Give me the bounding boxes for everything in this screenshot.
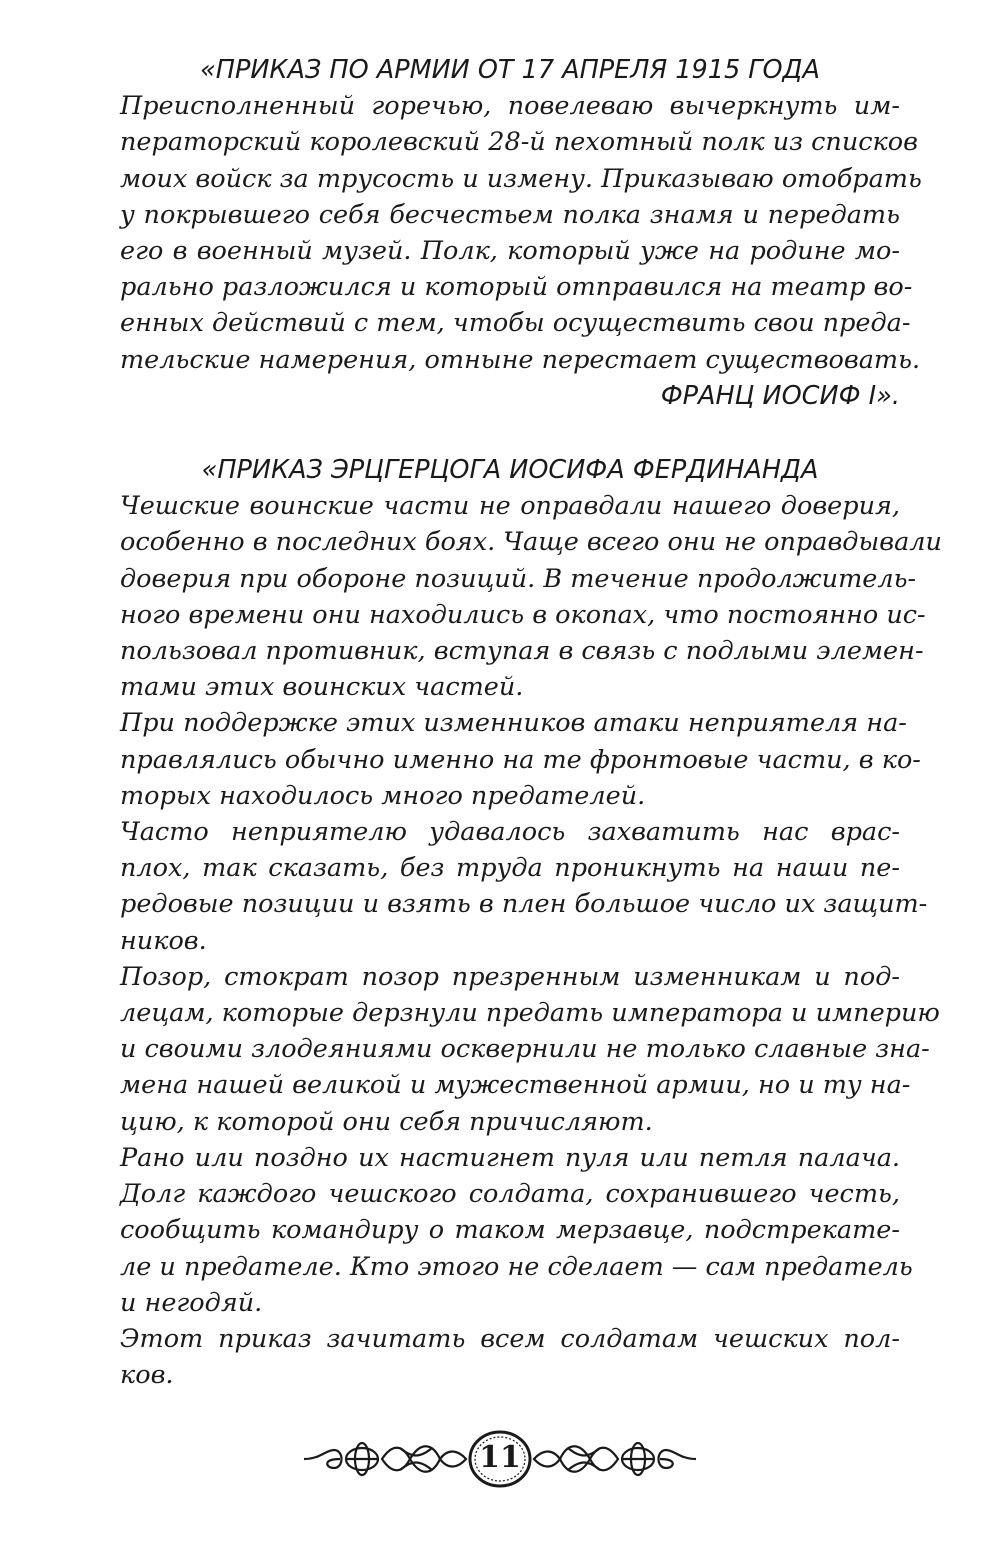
text-line: сообщить командиру о таком мерзавце, подстрекате- xyxy=(120,1215,900,1246)
text-line: лецам, которые дерзнули предать императора и империю xyxy=(120,998,940,1029)
text-line: моих войск за трусость и измену. Приказываю отобрать xyxy=(120,163,922,194)
text-line: пользовал противник, вступая в связь с подлыми элемен- xyxy=(120,636,924,667)
text-line: особенно в последних боях. Чаще всего они не оправдывали xyxy=(120,527,942,558)
text-line: ле и предателе. Кто этого не сделает — сам предатель xyxy=(120,1251,913,1282)
text-line: торых находилось много предателей. xyxy=(120,780,646,811)
order2-paragraph-1 xyxy=(120,488,942,705)
text-line: редовые позиции и взять в плен большое число их защит- xyxy=(120,889,928,920)
text-line: тельские намерения, отныне перестает существовать. xyxy=(120,344,921,375)
text-line: Позор, стократ позор презренным изменникам и под- xyxy=(120,961,900,992)
order1-heading: «ПРИКАЗ ПО АРМИИ ОТ 17 АПРЕЛЯ 1915 ГОДА xyxy=(200,55,820,85)
order2-paragraph-2 xyxy=(120,705,921,814)
text-line: мена нашей великой и мужественной армии, но и ту на- xyxy=(120,1070,911,1101)
text-line: ков. xyxy=(120,1360,174,1391)
text-line: у покрывшего себя бесчестьем полка знамя и передать xyxy=(120,199,900,230)
text-line: ператорский королевский 28-й пехотный полк из списков xyxy=(120,127,918,158)
text-line: доверия при обороне позиций. В течение продолжитель- xyxy=(120,563,917,594)
order1-text xyxy=(120,88,922,378)
text-line: и негодяй. xyxy=(120,1287,263,1318)
text-line: ного времени они находились в окопах, что постоянно ис- xyxy=(120,599,926,630)
text-line: правлялись обычно именно на те фронтовые части, в ко- xyxy=(120,744,921,775)
text-line: Преисполненный горечью, повелеваю вычеркнуть им- xyxy=(120,91,900,122)
text-line: и своими злодеяниями осквернили не только славные зна- xyxy=(120,1034,930,1065)
order2-paragraph-5 xyxy=(120,1140,900,1176)
text-line: енных действий с тем, чтобы осуществить свои преда- xyxy=(120,308,911,339)
section-gap xyxy=(120,414,900,452)
text-line: Долг каждого чешского солдата, сохранившего честь, xyxy=(120,1179,900,1210)
text-line: Чешские воинские части не оправдали нашего доверия, xyxy=(120,491,900,522)
text-line: плох, так сказать, без труда проникнуть на наши пе- xyxy=(120,853,900,884)
text-line: Этот приказ зачитать всем солдатам чешских пол- xyxy=(120,1323,900,1354)
text-line: тами этих воинских частей. xyxy=(120,672,524,703)
text-line: При поддержке этих изменников атаки неприятеля на- xyxy=(120,708,907,739)
text-line: рально разложился и который отправился на театр во- xyxy=(120,272,913,303)
text-line: цию, к которой они себя причисляют. xyxy=(120,1106,653,1137)
text-line: ников. xyxy=(120,925,207,956)
order1-signature: ФРАНЦ ИОСИФ I». xyxy=(660,380,900,411)
order2-paragraph-4 xyxy=(120,959,940,1140)
order2-heading: «ПРИКАЗ ЭРЦГЕРЦОГА ИОСИФА ФЕРДИНАНДА xyxy=(201,455,819,486)
order2-paragraph-6 xyxy=(120,1176,913,1321)
text-line: Часто неприятелю удавалось захватить нас врас- xyxy=(120,817,900,848)
page-body xyxy=(120,52,942,1393)
page-number: 11 xyxy=(479,1440,521,1475)
order2-paragraph-7 xyxy=(120,1321,900,1393)
text-line: его в военный музей. Полк, который уже на родине мо- xyxy=(120,236,900,267)
text-line: Рано или поздно их настигнет пуля или петля палача. xyxy=(120,1142,900,1173)
order2-paragraph-3 xyxy=(120,814,928,959)
